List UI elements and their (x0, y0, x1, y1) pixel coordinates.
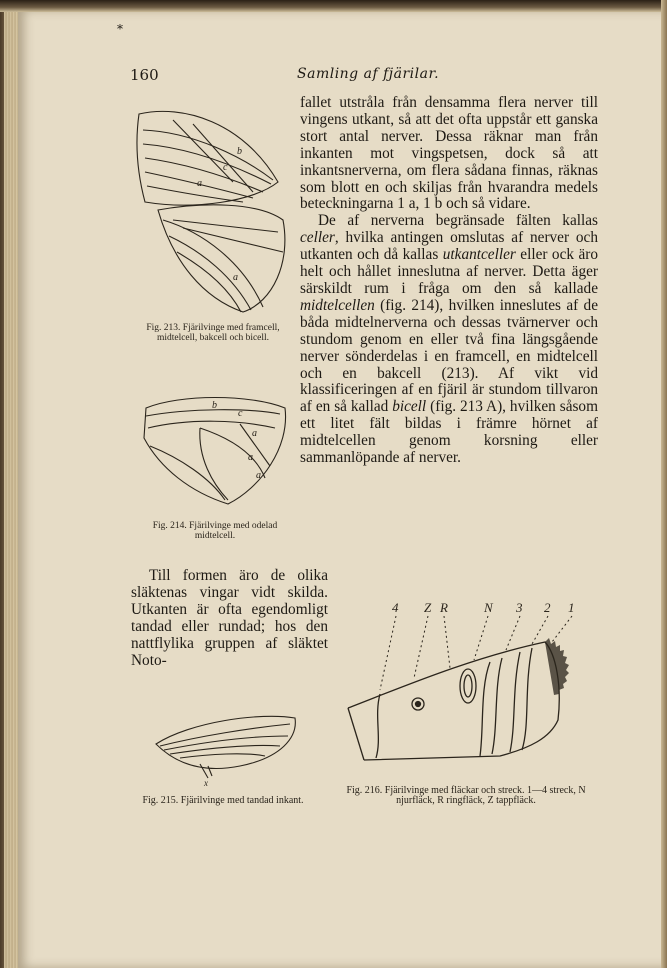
running-title: Samling af fjärilar. (297, 66, 440, 82)
fig214-label-c: c (238, 408, 243, 419)
fig216-label-N: N (484, 600, 493, 615)
term-celler: celler (300, 229, 335, 247)
fig216-label-3: 3 (516, 600, 523, 615)
p2-part-b: , hvilka antingen omslutas af nerver och utkanten och då kallas (300, 229, 598, 264)
fig216-label-R: R (440, 600, 448, 615)
figure-216-caption: Fig. 216. Fjärilvinge med fläckar och streck. 1—4 streck, N njurfläck, R ringfläck, Z tappfläck. (346, 785, 586, 806)
top-shadow (0, 0, 667, 12)
figure-215-caption: Fig. 215. Fjärilvinge med tandad inkant. (142, 795, 304, 806)
fig216-label-2: 2 (544, 600, 551, 615)
figure-215-wing-drawing (150, 708, 300, 790)
figure-214-caption: Fig. 214. Fjärilvinge med odelad midtelcell. (152, 521, 278, 541)
paragraph-2 (300, 213, 598, 467)
term-bicell: bicell (392, 398, 427, 416)
paragraph-3: Till formen äro de olika släktenas vingar vidt skilda. Utkanten är ofta egendomligt tandad eller rundad; hos den nattflylika gruppen af släktet Noto- (131, 567, 328, 669)
paragraph-1: fallet utstråla från densamma flera nerver till vingens utkant, så att det ofta uppstår ett ganska stort antal nerver. Dessa räknar man från inkanten mot vingspetsen, dock så att inkantsnerverna, om flera sådana finnas, räknas som blott en och skiljas från hvarandra medels beteckningarna 1 a, 1 b och så vidare. (300, 94, 598, 213)
fig215-label-x: x (204, 778, 208, 788)
figure-216-wing-drawing (340, 598, 592, 770)
p2-part-a: De af nerverna begränsade fälten kallas (318, 212, 598, 230)
fig214-label-b: b (212, 400, 217, 411)
fig214-label-a1: a (252, 428, 257, 439)
figure-213-wing-drawing (133, 102, 293, 317)
figure-214-wing-drawing (140, 388, 290, 510)
figure-213-caption: Fig. 213. Fjärilvinge med framcell, midtelcell, bakcell och bicell. (146, 323, 280, 343)
fig216-label-4: 4 (392, 600, 399, 615)
figure-214-labels (212, 400, 261, 481)
p2-part-c: eller ock äro helt och hållet inneslutna af nerver. Detta äger särskildt rum i fråga om den så kallade (300, 246, 598, 297)
fig213-label-b: b (237, 146, 242, 157)
p2-part-d: (fig. 214), hvilken inneslutes af de båda midtelnerverna och dessas tvärnerver och stundom genom en eller två fina längsgående nerver sönderdelas i en framcell, en midtelcell och en bakcell (213). Af vikt vid klassificeringen af en fjäril är stundom tillvaron af en så kallad (300, 296, 598, 416)
term-midtelcellen: midtelcellen (300, 296, 375, 314)
fig216-label-1: 1 (568, 600, 575, 615)
lower-text-column (131, 568, 328, 669)
figure-213-labels (197, 146, 242, 283)
right-edge (661, 0, 667, 968)
page-number: 160 (130, 66, 159, 84)
corner-mark: * (117, 22, 123, 36)
fig214-label-a3: a (256, 470, 261, 481)
fig214-label-a2: a (248, 452, 253, 463)
fig213-label-c: c (223, 162, 228, 173)
term-utkantceller: utkantceller (442, 246, 516, 264)
p2-part-e: (fig. 213 A), hvilken såsom ett litet fält bildas i främre hörnet af midtelcellen genom korsning eller sammanlöpande af nerver. (300, 398, 598, 467)
figure-216-labels (392, 600, 575, 615)
fig213-label-a2: a (233, 272, 238, 283)
main-text-column (300, 95, 598, 467)
fig216-label-Z: Z (424, 600, 432, 615)
fig213-label-a1: a (197, 178, 202, 189)
